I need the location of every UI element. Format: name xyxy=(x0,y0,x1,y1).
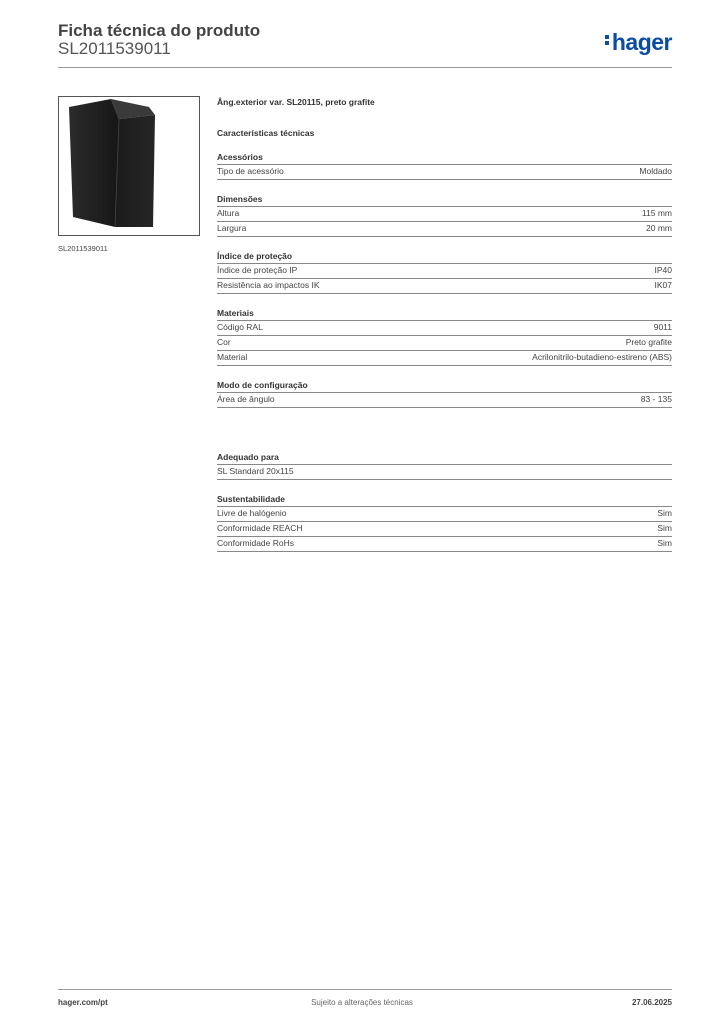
spec-row xyxy=(217,207,672,222)
group-title: Materiais xyxy=(217,308,672,321)
group-modo-configuracao xyxy=(217,380,672,408)
spec-label: Tipo de acessório xyxy=(217,166,284,176)
footer-divider xyxy=(58,989,672,990)
spec-value: 9011 xyxy=(653,322,672,332)
spec-value: Sim xyxy=(657,523,672,533)
group-dimensoes xyxy=(217,194,672,237)
spec-row xyxy=(217,351,672,366)
spec-label: Área de ângulo xyxy=(217,394,275,404)
spec-value: IP40 xyxy=(654,265,672,275)
group-title: Dimensões xyxy=(217,194,672,207)
spec-label: Código RAL xyxy=(217,322,263,332)
spec-label: Altura xyxy=(217,208,240,218)
spec-value: Moldado xyxy=(639,166,672,176)
group-title: Adequado para xyxy=(217,452,672,465)
spec-value: 115 mm xyxy=(641,208,672,218)
spec-row xyxy=(217,321,672,336)
logo-dots-icon xyxy=(605,33,610,47)
spec-label: Livre de halógenio xyxy=(217,508,287,518)
spec-label: Conformidade RoHs xyxy=(217,538,295,548)
product-image xyxy=(58,96,200,236)
hager-logo[interactable] xyxy=(605,29,672,56)
group-title: Índice de proteção xyxy=(217,251,672,264)
group-sustentabilidade xyxy=(217,494,672,552)
footer-website-link[interactable]: hager.com/pt xyxy=(58,998,108,1007)
spec-value: Preto grafite xyxy=(625,337,672,347)
spec-label: Largura xyxy=(217,223,247,233)
spec-label: Conformidade REACH xyxy=(217,523,303,533)
image-caption: SL2011539011 xyxy=(58,244,108,253)
spec-row xyxy=(217,465,672,480)
spec-row xyxy=(217,393,672,408)
angle-piece-icon xyxy=(59,97,199,235)
spec-label: Resistência ao impactos IK xyxy=(217,280,320,290)
group-adequado-para xyxy=(217,452,672,480)
group-title: Modo de configuração xyxy=(217,380,672,393)
spec-row xyxy=(217,336,672,351)
spec-row xyxy=(217,507,672,522)
logo-text: hager xyxy=(611,29,672,55)
header-divider xyxy=(58,67,672,68)
spec-value: 83 - 135 xyxy=(640,394,672,404)
group-materiais xyxy=(217,308,672,366)
spec-value: Acrilonitrilo-butadieno-estireno (ABS) xyxy=(532,352,672,362)
spec-value: IK07 xyxy=(654,280,672,290)
spec-label: SL Standard 20x115 xyxy=(217,466,294,476)
spec-row xyxy=(217,537,672,552)
spec-row xyxy=(217,222,672,237)
spec-row xyxy=(217,165,672,180)
spec-label: Material xyxy=(217,352,248,362)
group-acessorios xyxy=(217,152,672,180)
footer-disclaimer: Sujeito a alterações técnicas xyxy=(311,998,413,1007)
group-indice-protecao xyxy=(217,251,672,294)
spec-value: Sim xyxy=(657,538,672,548)
product-title: Âng.exterior var. SL20115, preto grafite xyxy=(217,97,375,107)
spec-value: Sim xyxy=(657,508,672,518)
spec-row xyxy=(217,522,672,537)
spec-row xyxy=(217,279,672,294)
group-title: Sustentabilidade xyxy=(217,494,672,507)
footer-date: 27.06.2025 xyxy=(631,998,672,1007)
spec-content xyxy=(217,97,672,552)
spec-label: Índice de proteção IP xyxy=(217,265,298,275)
spec-value: 20 mm xyxy=(646,223,672,233)
spacer xyxy=(217,408,672,438)
spec-label: Cor xyxy=(217,337,231,347)
section-heading: Características técnicas xyxy=(217,128,315,138)
product-code: SL2011539011 xyxy=(58,39,171,58)
group-title: Acessórios xyxy=(217,152,672,165)
spec-row xyxy=(217,264,672,279)
page-title: Ficha técnica do produto xyxy=(58,21,261,40)
